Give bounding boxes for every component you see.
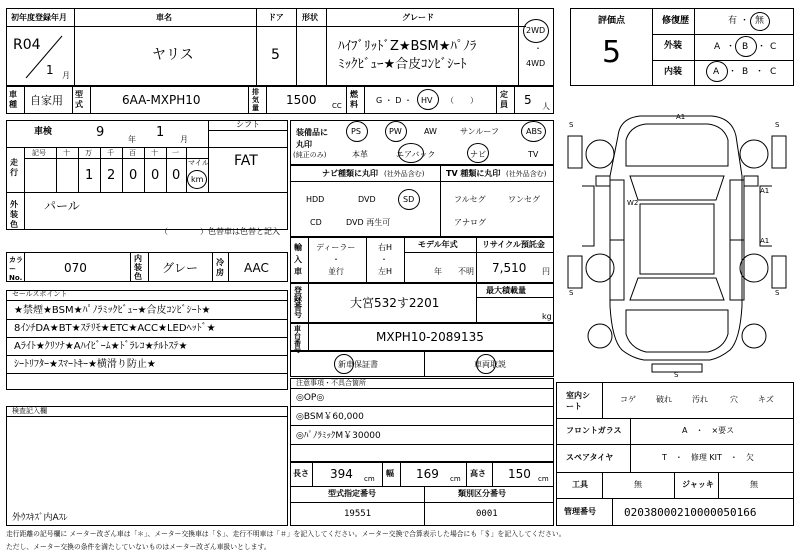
model-year-unit: 年 bbox=[434, 267, 442, 276]
inspection-year: 9 bbox=[96, 125, 105, 140]
equip-sunroof: サンルーフ bbox=[460, 127, 499, 136]
equip-pw: PW bbox=[389, 127, 402, 136]
recycle-value: 7,510 bbox=[492, 261, 527, 275]
navi-cd: CD bbox=[310, 218, 322, 227]
mileage-digit-4: 0 bbox=[151, 168, 160, 183]
mileage-sign-label: 記号 bbox=[32, 149, 46, 157]
tv-title-sub: (社外品含む) bbox=[506, 170, 547, 178]
inspection-label: 車検 bbox=[34, 127, 53, 137]
diagram-w2-label: W2 bbox=[627, 199, 639, 207]
ac-label: 冷房 bbox=[216, 258, 224, 277]
mileage-digit-5: 0 bbox=[172, 168, 181, 183]
displacement-value: 1500 bbox=[286, 93, 317, 107]
first-reg-label: 初年度登録年月 bbox=[11, 13, 67, 22]
equipment-sub-label: (純正のみ) bbox=[293, 151, 327, 159]
interior-sep2: ・ bbox=[755, 67, 765, 77]
mileage-mile-label: マイル bbox=[188, 159, 209, 167]
mileage-unit-1: 万 bbox=[85, 149, 92, 157]
shape-label: 形状 bbox=[302, 13, 318, 22]
tv-title: TV 種類に丸印 bbox=[446, 169, 501, 178]
diagram-s-label: S bbox=[569, 289, 574, 297]
interior-c: C bbox=[770, 67, 777, 77]
first-reg-era-year: R04 bbox=[13, 37, 41, 53]
door-count: 5 bbox=[271, 47, 280, 63]
import-sep: ・ bbox=[332, 255, 340, 264]
diagram-s-label: S bbox=[775, 289, 780, 297]
fuel-paren: （ ） bbox=[446, 96, 478, 105]
equip-navi: ナビ bbox=[470, 150, 486, 159]
equip-airbag: エアバック bbox=[396, 150, 436, 159]
width-label: 幅 bbox=[386, 469, 394, 478]
navi-hdd: HDD bbox=[306, 195, 325, 204]
chassis-label: 車台番号 bbox=[294, 325, 301, 354]
repair-no: 無 bbox=[755, 16, 765, 26]
mileage-unit-2: 千 bbox=[107, 149, 114, 157]
selling-point-line: Aﾗｲﾄ★ｸﾘｿﾅ★Aﾊｲﾋﾞｰﾑ★ﾄﾞﾗﾚｺ★ﾁﾙﾄｽﾃ★ bbox=[14, 341, 188, 352]
chassis-number: MXPH10-2089135 bbox=[376, 330, 484, 344]
drive-dot: ・ bbox=[534, 44, 542, 53]
capacity-label: 定員 bbox=[500, 90, 508, 109]
grade-line2: ﾐｯｸﾋﾞｭｰ★合皮ｺﾝﾋﾞｼｰﾄ bbox=[338, 57, 467, 72]
repair-yes: 有 bbox=[728, 16, 738, 26]
first-reg-month-unit: 月 bbox=[62, 71, 70, 80]
height-label: 高さ bbox=[470, 469, 486, 478]
interior-sheet-label: 室内シート bbox=[566, 391, 590, 411]
tools-label: 工具 bbox=[572, 480, 588, 489]
recycle-unit: 円 bbox=[542, 267, 550, 276]
model-year-value: 不明 bbox=[458, 267, 474, 276]
exterior-sep2: ・ bbox=[757, 42, 767, 52]
width-value: 169 bbox=[416, 467, 439, 481]
footer-line1: 走行距離の記号欄に メーター改ざん車は「＊」、メーター交換車は「＄」、走行不明車は「＃」を記入してください。メーター交換で合算表示した場合にも「＄」を記入してください。 bbox=[6, 530, 566, 538]
car-name-label: 車名 bbox=[156, 13, 172, 22]
max-load-label: 最大積載量 bbox=[486, 286, 526, 295]
grade-line1: ﾊｲﾌﾞﾘｯﾄﾞZ★BSM★ﾊﾟﾉﾗ bbox=[338, 39, 477, 54]
mileage-unit-3: 百 bbox=[129, 149, 136, 157]
type-number-label: 型式指定番号 bbox=[328, 489, 376, 498]
car-diagram bbox=[560, 96, 794, 378]
interior-sep1: ・ bbox=[728, 67, 738, 77]
length-unit: cm bbox=[364, 475, 375, 483]
repair-sep: ・ bbox=[740, 16, 750, 26]
inspector-label: 検査記入欄 bbox=[12, 407, 47, 415]
exterior-b: B bbox=[742, 42, 749, 52]
equipment-label: 装備品に丸印 bbox=[296, 128, 328, 149]
note-line: ◎ﾊﾟﾉﾗﾐｯｸM￥30000 bbox=[296, 431, 381, 441]
color-value: パール bbox=[44, 199, 80, 213]
width-unit: cm bbox=[450, 475, 461, 483]
capacity-unit: 人 bbox=[542, 102, 550, 111]
selling-point-line: 8ｲﾝﾁDA★BT★ｽﾃﾘﾓ★ETC★ACC★LEDﾍｯﾄﾞ★ bbox=[14, 323, 216, 334]
diagram-a1-label: A1 bbox=[676, 113, 686, 121]
equip-ps: PS bbox=[351, 127, 361, 136]
warranty-frame bbox=[290, 351, 554, 377]
diagram-s-label: S bbox=[569, 121, 574, 129]
door-label: ドア bbox=[268, 13, 284, 22]
notes-label: 注意事項・不具合箇所 bbox=[296, 379, 366, 387]
selling-points-label: セールスポイント bbox=[12, 290, 68, 298]
capacity-value: 5 bbox=[524, 93, 532, 107]
repair-label: 修復歴 bbox=[662, 16, 690, 26]
windshield-label: フロントガラス bbox=[566, 426, 622, 435]
new-car-warranty: 新車保証書 bbox=[338, 360, 378, 369]
sheet-item: 汚れ bbox=[692, 395, 708, 404]
height-unit: cm bbox=[538, 475, 549, 483]
import-dealer: ディーラー bbox=[316, 243, 356, 252]
model-year-label: モデル年式 bbox=[418, 240, 458, 249]
import-label: 輸入車 bbox=[294, 243, 302, 276]
mileage-unit-0: 十 bbox=[63, 149, 70, 157]
mileage-digit-3: 0 bbox=[129, 168, 138, 183]
jack-value: 無 bbox=[750, 480, 758, 489]
score-value: 5 bbox=[602, 35, 622, 70]
ac-value: AAC bbox=[244, 261, 269, 275]
management-value: 02038000210000050166 bbox=[624, 506, 757, 519]
mileage-digit-2: 2 bbox=[107, 168, 116, 183]
tv-fullseg: フルセグ bbox=[454, 195, 486, 204]
usage-label: 車種 bbox=[9, 90, 17, 109]
exterior-a: A bbox=[714, 42, 721, 52]
interior-color: グレー bbox=[162, 261, 199, 275]
exterior-c: C bbox=[770, 42, 777, 52]
management-label: 管理番号 bbox=[564, 507, 596, 516]
navi-dvd: DVD bbox=[358, 195, 376, 204]
import-right-h: 右H bbox=[378, 243, 393, 252]
shift-label: シフト bbox=[236, 120, 260, 129]
import-parallel: 並行 bbox=[328, 267, 344, 276]
sheet-item: 穴 bbox=[730, 395, 738, 404]
displacement-unit: CC bbox=[332, 102, 342, 110]
fuel-hv: HV bbox=[421, 96, 433, 105]
grade-label: グレード bbox=[402, 13, 434, 22]
inspection-month-unit: 月 bbox=[180, 135, 188, 144]
interior-label: 内装 bbox=[664, 67, 683, 77]
mileage-km: km bbox=[191, 175, 204, 184]
footer-line2: ただし、メーター交換の条件を満たしていないものはメーター改ざん車扱いとします。 bbox=[6, 543, 271, 551]
jack-label: ジャッキ bbox=[682, 480, 714, 489]
class-number-label: 類別区分番号 bbox=[458, 489, 506, 498]
note-line: ◎OP◎ bbox=[296, 393, 325, 403]
navi-title-sub: (社外品含む) bbox=[384, 170, 425, 178]
diagram-a1-label: A1 bbox=[760, 187, 770, 195]
interior-a: A bbox=[713, 67, 720, 77]
equip-aw: AW bbox=[424, 127, 437, 136]
registration-label: 登録番号 bbox=[294, 286, 302, 319]
equip-leather: 本革 bbox=[352, 150, 368, 159]
navi-title: ナビ種類に丸印 bbox=[322, 169, 378, 178]
color-label: 外装色 bbox=[10, 200, 18, 229]
inspection-year-unit: 年 bbox=[128, 135, 136, 144]
sheet-item: キズ bbox=[758, 395, 774, 404]
spare-tire-label: スペアタイヤ bbox=[566, 453, 614, 462]
navi-dvd-play: DVD 再生可 bbox=[346, 218, 391, 227]
inspection-month: 1 bbox=[156, 125, 165, 140]
selling-point-line: ｼｰﾄﾘﾌﾀｰ★ｽﾏｰﾄｷｰ★横滑り防止★ bbox=[14, 359, 156, 370]
drive-4wd: 4WD bbox=[526, 59, 546, 68]
exterior-sep1: ・ bbox=[726, 42, 736, 52]
displacement-label: 排気量 bbox=[252, 88, 259, 112]
max-load-unit: kg bbox=[542, 312, 552, 321]
diagram-s-label: S bbox=[674, 371, 679, 379]
mileage-digit-1: 1 bbox=[85, 168, 94, 183]
model-value: 6AA-MXPH10 bbox=[122, 93, 201, 107]
sheet-item: 破れ bbox=[656, 395, 672, 404]
equip-abs: ABS bbox=[526, 127, 542, 136]
first-reg-month: 1 bbox=[46, 63, 54, 77]
shift-value: FAT bbox=[234, 153, 258, 169]
mileage-unit-4: 十 bbox=[151, 149, 158, 157]
mileage-label: 走行 bbox=[10, 158, 18, 177]
model-label: 型式 bbox=[75, 90, 83, 109]
registration-number: 大宮532す2201 bbox=[350, 296, 440, 310]
color-code: 070 bbox=[64, 261, 87, 275]
car-name: ヤリス bbox=[152, 47, 194, 63]
usage-value: 自家用 bbox=[30, 94, 63, 107]
length-label: 長さ bbox=[293, 469, 309, 478]
windshield-value: A ・ ×要ス bbox=[682, 426, 735, 435]
drive-2wd: 2WD bbox=[526, 26, 546, 35]
inspector-text: 外ｳｽｷｽﾞ内Aｽﾚ bbox=[12, 513, 68, 523]
fuel-options: G ・ D ・ bbox=[376, 96, 412, 105]
manual: 車両取説 bbox=[474, 360, 506, 369]
class-number: 0001 bbox=[476, 509, 498, 519]
tools-value: 無 bbox=[634, 480, 642, 489]
interior-color-label: 内装色 bbox=[134, 254, 142, 281]
sheet-item: コゲ bbox=[620, 395, 636, 404]
diagram-s-label: S bbox=[775, 121, 780, 129]
type-number: 19551 bbox=[344, 509, 372, 519]
spare-tire-value: T ・ 修理 KIT ・ 欠 bbox=[662, 453, 754, 462]
tv-oneseg: ワンセグ bbox=[508, 195, 540, 204]
recycle-label: リサイクル預託金 bbox=[482, 240, 545, 249]
mileage-unit-5: 一 bbox=[172, 149, 179, 157]
exterior-label: 外装 bbox=[664, 41, 683, 51]
score-label: 評価点 bbox=[598, 16, 626, 26]
color-note: 色替車は色替と記入 bbox=[208, 227, 280, 236]
import-sep2: ・ bbox=[380, 255, 388, 264]
height-value: 150 bbox=[508, 467, 531, 481]
note-line: ◎BSM￥60,000 bbox=[296, 412, 364, 422]
import-left-h: 左H bbox=[378, 267, 393, 276]
color-note-paren: （ ） bbox=[160, 227, 208, 236]
navi-sd: SD bbox=[403, 195, 415, 204]
selling-point-line: ★禁煙★BSM★ﾊﾟﾉﾗﾐｯｸﾋﾞｭｰ★合皮ｺﾝﾋﾞｼｰﾄ★ bbox=[14, 305, 211, 316]
length-value: 394 bbox=[330, 467, 353, 481]
inspector-frame bbox=[6, 406, 288, 526]
first-reg-slash bbox=[10, 30, 70, 84]
equip-tv: TV bbox=[528, 150, 539, 159]
color-code-label: カラーNo. bbox=[9, 256, 23, 282]
tv-analog: アナログ bbox=[454, 218, 486, 227]
fuel-label: 燃料 bbox=[350, 90, 358, 109]
diagram-a1-label: A1 bbox=[760, 237, 770, 245]
interior-b: B bbox=[742, 67, 749, 77]
